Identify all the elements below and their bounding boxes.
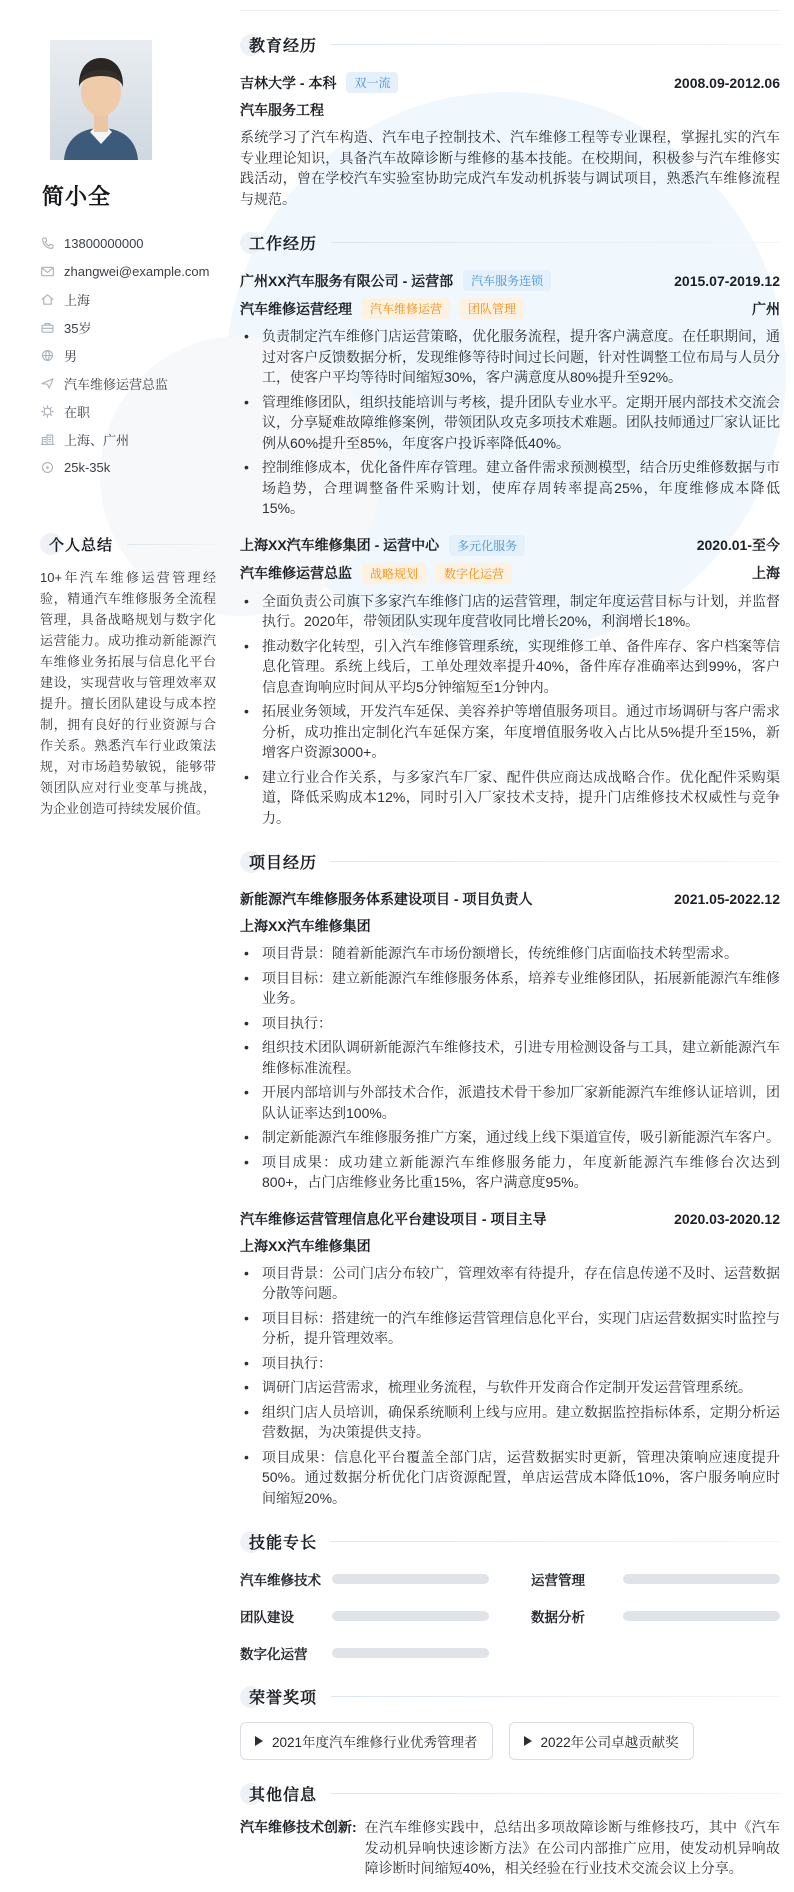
contact-status — [40, 397, 216, 425]
project-title-row — [240, 1209, 780, 1229]
skill-item — [531, 1606, 780, 1626]
contact-location — [40, 285, 216, 313]
skill-bar — [332, 1648, 489, 1658]
bullet-text: 项目目标：建立新能源汽车维修服务体系，培养专业维修团队，拓展新能源汽车维修业务。 — [262, 969, 780, 1006]
project-org-row — [240, 916, 780, 936]
bullet-text: 拓展业务领域，开发汽车延保、美容养护等增值服务项目。通过市场调研与客户需求分析，成功推出定制化汽车延保方案，年度增值服务收入占比从5%提升至15%，新增客户资源3000+。 — [262, 703, 780, 760]
skill-item — [240, 1606, 489, 1626]
skill-bar — [623, 1574, 780, 1584]
project-bullet-list — [240, 943, 780, 1193]
contact-phone-text: 13800000000 — [64, 235, 144, 251]
bullet-text: 调研门店运营需求，梳理业务流程，与软件开发商合作定制开发运营管理系统。 — [262, 1379, 752, 1395]
honor-badge[interactable] — [240, 1722, 493, 1760]
bullet-item: • 管理维修团队，组织技能培训与考核，提升团队专业水平。定期开展内部技术交流会议，分享疑难故障维修案例，带领团队攻克多项技术难题。团队技师通过厂家认证比例从60%提升至85%，年度客户投诉率降低40%。 — [240, 392, 780, 454]
candidate-name: 简小全 — [42, 184, 112, 209]
honor-badge-label: 2022年公司卓越贡献奖 — [540, 1735, 679, 1750]
skill-label: 团队建设 — [240, 1610, 294, 1625]
honor-badge[interactable] — [509, 1722, 694, 1760]
skill-bar — [623, 1611, 780, 1621]
major-name: 汽车服务工程 — [240, 102, 324, 118]
project-name: 新能源汽车维修服务体系建设项目 - 项目负责人 — [240, 891, 533, 907]
bullet-text: 组织门店人员培训，确保系统顺利上线与应用。建立数据监控指标体系，定期分析运营数据，为决策提供支持。 — [262, 1403, 780, 1440]
summary-section-title: 个人总结 — [49, 536, 114, 554]
job-location: 广州 — [752, 300, 780, 317]
project-org-row — [240, 1236, 780, 1256]
bullet-item: • 项目目标：搭建统一的汽车维修运营管理信息化平台，实现门店运营数据实时监控与分析，提升管理效率。 — [240, 1308, 780, 1349]
project-title-row — [240, 889, 780, 909]
bullet-text: 项目背景：随着新能源汽车市场份额增长，传统维修门店面临技术转型需求。 — [262, 945, 738, 961]
project-entry — [240, 889, 780, 1193]
bullet-item: • 建立行业合作关系，与多家汽车厂家、配件供应商达成战略合作。优化配件采购渠道，降低采购成本12%，同时引入厂家技术支持，提升门店维修技术权威性与竞争力。 — [240, 767, 780, 829]
gender-icon — [40, 348, 55, 363]
bullet-text: 项目目标：搭建统一的汽车维修运营管理信息化平台，实现门店运营数据实时监控与分析，提升管理效率。 — [262, 1309, 780, 1346]
skills-section-header — [240, 1530, 780, 1553]
education-description: 系统学习了汽车构造、汽车电子控制技术、汽车维修工程等专业课程，掌握扎实的汽车专业理论知识，具备汽车故障诊断与维修的基本技能。在校期间，积极参与汽车维修实践活动，曾在学校汽车实验室协助完成汽车发动机拆装与调试项目，熟悉汽车维修流程与规范。 — [240, 129, 780, 207]
bullet-item: • 控制维修成本，优化备件库存管理。建立备件需求预测模型，结合历史维修数据与市场趋势，合理调整备件采购计划，使库存周转率提高25%，年度维修成本降低15%。 — [240, 457, 780, 519]
job-position-row — [240, 298, 780, 319]
company-name: 广州XX汽车服务有限公司 - 运营部 — [240, 272, 454, 289]
education-section-title: 教育经历 — [249, 38, 318, 55]
section-divider-line — [331, 1541, 780, 1542]
education-section-header — [240, 33, 780, 56]
play-icon — [524, 1736, 532, 1746]
section-divider-line — [331, 1696, 780, 1697]
bullet-text: 项目执行： — [262, 1354, 332, 1371]
bullet-item: • 全面负责公司旗下多家汽车维修门店的运营管理，制定年度运营目标与计划，并监督执行。2020年，带领团队实现年度营收同比增长20%，利润增长18%。 — [240, 591, 780, 632]
play-icon — [255, 1736, 263, 1746]
bullet-item: • 组织门店人员培训，确保系统顺利上线与应用。建立数据监控指标体系，定期分析运营数据，为决策提供支持。 — [240, 1402, 780, 1443]
contact-phone — [40, 229, 216, 257]
honor-badge-list — [240, 1722, 780, 1760]
position-tag: 战略规划 — [362, 563, 426, 584]
contact-list — [40, 229, 216, 481]
job-title-icon — [40, 376, 55, 391]
contact-cities — [40, 425, 216, 453]
skill-bar — [332, 1611, 489, 1621]
bullet-text: 推动数字化转型，引入汽车维修管理系统，实现维修工单、备件库存、客户档案等信息化管理。系统上线后，工单处理效率提升40%，备件库存准确率达到99%，客户信息查询响应时间从平均5分钟缩短至1分钟内。 — [262, 637, 780, 695]
job-entry — [240, 270, 780, 519]
skill-label: 汽车维修技术 — [240, 1573, 321, 1588]
bullet-text: 建立行业合作关系，与多家汽车厂家、配件供应商达成战略合作。优化配件采购渠道，降低采购成本12%，同时引入厂家技术支持，提升门店维修技术权威性与竞争力。 — [262, 768, 780, 826]
job-entry — [240, 535, 780, 829]
other-info-text: 在汽车维修实践中，总结出多项故障诊断与维修技巧，其中《汽车发动机异响快速诊断方法》在公司内部推广应用，使发动机异响故障诊断时间缩短40%，相关经验在行业技术交流会议上分享。 — [364, 1819, 780, 1876]
section-divider-line — [127, 544, 216, 545]
honors-section-title: 荣誉奖项 — [249, 1690, 318, 1707]
company-tag: 汽车服务连锁 — [463, 270, 551, 291]
skill-label: 数据分析 — [531, 1610, 585, 1625]
bullet-item: • 负责制定汽车维修门店运营策略，优化服务流程，提升客户满意度。在任职期间，通过对客户反馈数据分析，发现维修等待时间过长问题，针对性调整工位布局与人员分工，使客户平均等待时间缩短30%，客户满意度从80%提升至92%。 — [240, 326, 780, 388]
bullet-text: 控制维修成本，优化备件库存管理。建立备件需求预测模型，结合历史维修数据与市场趋势，合理调整备件采购计划，使库存周转率提高25%，年度维修成本降低15%。 — [262, 459, 780, 516]
profile-photo — [50, 40, 152, 160]
job-date: 2015.07-2019.12 — [674, 272, 780, 289]
age-icon — [40, 320, 55, 335]
projects-section-header — [240, 850, 780, 873]
bullet-item: • 项目成果：信息化平台覆盖全部门店，运营数据实时更新，管理决策响应速度提升50%。通过数据分析优化门店资源配置，单店运营成本降低10%，客户服务响应时间缩短20%。 — [240, 1447, 780, 1509]
contact-status-text: 在职 — [64, 404, 91, 420]
position-tag: 团队管理 — [460, 298, 524, 319]
skill-item — [240, 1643, 489, 1663]
cities-icon — [40, 432, 55, 447]
project-name: 汽车维修运营管理信息化平台建设项目 - 项目主导 — [240, 1210, 547, 1227]
personal-summary-section — [40, 533, 216, 819]
contact-gender — [40, 341, 216, 369]
bullet-item: • 项目背景：公司门店分布较广，管理效率有待提升，存在信息传递不及时、运营数据分散等问题。 — [240, 1263, 780, 1304]
contact-location-text: 上海 — [64, 292, 91, 308]
bullet-item: • 项目执行： — [240, 1353, 780, 1374]
education-major-row — [240, 100, 780, 120]
section-divider-line — [331, 861, 780, 862]
page-top-divider — [240, 10, 780, 11]
skills-section-title: 技能专长 — [249, 1535, 318, 1552]
projects-section-title: 项目经历 — [249, 855, 318, 872]
salary-icon — [40, 460, 55, 475]
job-date: 2020.01-至今 — [696, 537, 780, 553]
bullet-item: • 项目目标：建立新能源汽车维修服务体系，培养专业维修团队，拓展新能源汽车维修业务。 — [240, 968, 780, 1009]
bullet-text: 负责制定汽车维修门店运营策略，优化服务流程，提升客户满意度。在任职期间，通过对客户反馈数据分析，发现维修等待时间过长问题，针对性调整工位布局与人员分工，使客户平均等待时间缩短30%，客户满意度从80%提升至92%。 — [262, 328, 780, 385]
bullet-item: • 开展内部培训与外部技术合作，派遣技术骨干参加厂家新能源汽车维修认证培训，团队认证率达到100%。 — [240, 1082, 780, 1123]
honors-section-header — [240, 1685, 780, 1708]
job-location: 上海 — [752, 565, 780, 581]
bullet-text: 制定新能源汽车维修服务推广方案，通过线上线下渠道宣传，吸引新能源汽车客户。 — [262, 1129, 780, 1145]
position-title: 汽车维修运营总监 — [240, 565, 352, 581]
bullet-text: 组织技术团队调研新能源汽车维修技术，引进专用检测设备与工具，建立新能源汽车维修标准流程。 — [262, 1039, 780, 1076]
project-org: 上海XX汽车维修集团 — [240, 918, 371, 934]
bullet-item: • 制定新能源汽车维修服务推广方案，通过线上线下渠道宣传，吸引新能源汽车客户。 — [240, 1127, 780, 1148]
skill-item — [240, 1569, 489, 1589]
bullet-item: • 项目执行： — [240, 1013, 780, 1034]
phone-icon — [40, 236, 55, 251]
project-bullet-list — [240, 1263, 780, 1509]
bullet-item: • 拓展业务领域，开发汽车延保、美容养护等增值服务项目。通过市场调研与客户需求分析，成功推出定制化汽车延保方案，年度增值服务收入占比从5%提升至15%，新增客户资源3000+。 — [240, 701, 780, 763]
sidebar — [40, 40, 216, 819]
bullet-text: 项目成果：成功建立新能源汽车维修服务能力，年度新能源汽车维修台次达到800+，占门店维修业务比重15%，客户满意度95%。 — [262, 1153, 780, 1190]
company-tag: 多元化服务 — [449, 535, 525, 556]
section-divider-line — [331, 44, 780, 45]
position-tag: 数字化运营 — [436, 563, 512, 584]
project-date: 2021.05-2022.12 — [674, 891, 780, 907]
contact-age-text: 35岁 — [64, 320, 92, 336]
skill-bar — [332, 1574, 489, 1584]
bullet-text: 项目成果：信息化平台覆盖全部门店，运营数据实时更新，管理决策响应速度提升50%。通过数据分析优化门店资源配置，单店运营成本降低10%，客户服务响应时间缩短20%。 — [262, 1448, 780, 1506]
skill-item — [531, 1569, 780, 1589]
bullet-item: • 推动数字化转型，引入汽车维修管理系统，实现维修工单、备件库存、客户档案等信息化管理。系统上线后，工单处理效率提升40%，备件库存准确率达到99%，客户信息查询响应时间从平均5分钟缩短至1分钟内。 — [240, 636, 780, 698]
contact-job-title — [40, 369, 216, 397]
work-section-header — [240, 231, 780, 254]
contact-salary — [40, 453, 216, 481]
job-company-row — [240, 270, 780, 291]
bullet-text: 全面负责公司旗下多家汽车维修门店的运营管理，制定年度运营目标与计划，并监督执行。2020年，带领团队实现年度营收同比增长20%，利润增长18%。 — [262, 592, 780, 629]
skills-grid — [240, 1569, 780, 1663]
skill-label: 数字化运营 — [240, 1647, 308, 1662]
school-name: 吉林大学 - 本科 — [240, 74, 337, 91]
contact-gender-text: 男 — [64, 348, 78, 364]
contact-email-text: zhangwei@example.com — [64, 263, 210, 279]
contact-age — [40, 313, 216, 341]
school-tag: 双一流 — [346, 72, 398, 93]
job-company-row — [240, 535, 780, 556]
company-name: 上海XX汽车维修集团 - 运营中心 — [240, 537, 440, 553]
email-icon — [40, 264, 55, 279]
other-info-label: 汽车维修技术创新: — [240, 1819, 357, 1835]
bullet-item: • 项目成果：成功建立新能源汽车维修服务能力，年度新能源汽车维修台次达到800+，占门店维修业务比重15%，客户满意度95%。 — [240, 1152, 780, 1193]
summary-section-header — [40, 533, 216, 555]
section-divider-line — [331, 242, 780, 243]
project-entry — [240, 1209, 780, 1509]
contact-email — [40, 257, 216, 285]
bullet-text: 项目执行： — [262, 1014, 332, 1031]
bullet-item: • 项目背景：随着新能源汽车市场份额增长，传统维修门店面临技术转型需求。 — [240, 943, 780, 964]
section-divider-line — [331, 1793, 780, 1794]
bullet-item: • 组织技术团队调研新能源汽车维修技术，引进专用检测设备与工具，建立新能源汽车维修标准流程。 — [240, 1037, 780, 1078]
contact-cities-text: 上海、广州 — [64, 432, 130, 448]
job-bullet-list — [240, 326, 780, 519]
job-bullet-list — [240, 591, 780, 829]
honor-badge-label: 2021年度汽车维修行业优秀管理者 — [272, 1735, 478, 1750]
position-title: 汽车维修运营经理 — [240, 300, 352, 317]
education-date: 2008.09-2012.06 — [674, 74, 780, 91]
bullet-item: • 调研门店运营需求，梳理业务流程，与软件开发商合作定制开发运营管理系统。 — [240, 1377, 780, 1398]
project-date: 2020.03-2020.12 — [674, 1210, 780, 1227]
contact-salary-text: 25k-35k — [64, 459, 111, 475]
other-section-header — [240, 1782, 780, 1805]
skill-label: 运营管理 — [531, 1573, 585, 1588]
bullet-text: 项目背景：公司门店分布较广，管理效率有待提升，存在信息传递不及时、运营数据分散等问题。 — [262, 1264, 780, 1301]
profile-photo-illustration — [50, 40, 152, 160]
main-content — [240, 0, 780, 1879]
status-icon — [40, 404, 55, 419]
work-section-title: 工作经历 — [249, 236, 318, 253]
project-org: 上海XX汽车维修集团 — [240, 1237, 371, 1254]
bullet-text: 管理维修团队，组织技能培训与考核，提升团队专业水平。定期开展内部技术交流会议，分享疑难故障维修案例，带领团队攻克多项技术难题。团队技师通过厂家认证比例从60%提升至85%，年度客户投诉率降低40%。 — [262, 393, 780, 451]
other-section-title: 其他信息 — [249, 1787, 318, 1804]
summary-text: 10+年汽车维修运营管理经验，精通汽车维修服务全流程管理，具备战略规划与数字化运营能力。成功推动新能源汽车维修业务拓展与信息化平台建设，实现营收与管理效率双提升。擅长团队建设与成本控制，拥有良好的行业资源与合作关系。熟悉汽车行业政策法规，对市场趋势敏锐，能够带领团队应对行业变革与挑战，为企业创造可持续发展价值。 — [40, 570, 216, 816]
home-icon — [40, 292, 55, 307]
contact-job-title-text: 汽车维修运营总监 — [64, 376, 169, 392]
other-info-block — [240, 1817, 780, 1879]
bullet-text: 开展内部培训与外部技术合作，派遣技术骨干参加厂家新能源汽车维修认证培训，团队认证率达到100%。 — [262, 1084, 780, 1121]
position-tag: 汽车维修运营 — [362, 298, 450, 319]
job-position-row — [240, 563, 780, 584]
education-entry-header — [240, 72, 780, 93]
